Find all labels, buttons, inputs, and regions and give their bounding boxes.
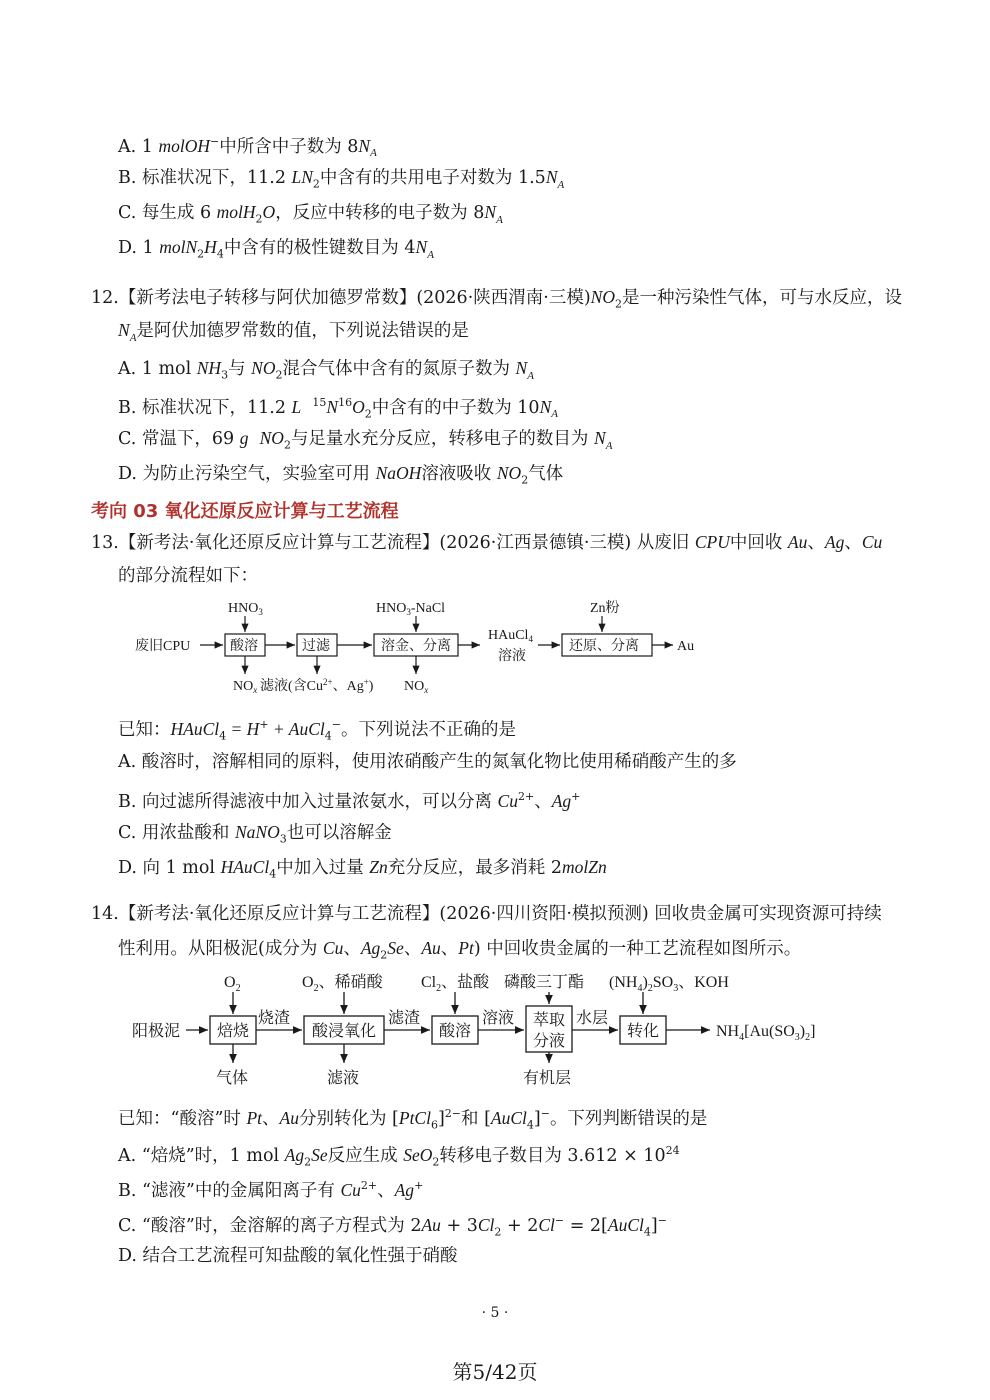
q14-box4-label-b: 分液 [533, 1033, 566, 1050]
q14-input3: $Cl_2$、盐酸 [421, 974, 490, 994]
q14-output4: 有机层 [523, 1070, 572, 1087]
q14-known: 已知：“酸溶”时 Pt、Au分别转化为 [PtCl$_6$]$^{2-}$和 [AuCl$_4$]−。下列判断错误的是 [118, 1107, 708, 1132]
section-heading: 考向 03 氧化还原反应计算与工艺流程 [91, 501, 399, 522]
q14-label1: 烧渣 [258, 1010, 291, 1027]
q13-flow-diagram [130, 598, 710, 698]
q12-stem-line2: $N_A$是阿伏加德罗常数的值，下列说法错误的是 [118, 320, 469, 344]
q14-option-d: D. 结合工艺流程可知盐酸的氧化性强于硝酸 [118, 1246, 458, 1266]
q13-end: Au [677, 639, 695, 654]
q13-option-a: A. 酸溶时，溶解相同的原料，使用浓硝酸产生的氮氧化物比使用稀硝酸产生的多 [118, 752, 737, 772]
q12-stem-line1: 12.【新考法电子转移与阿伏加德罗常数】(2026·陕西渭南·三模)$NO_2$是一种污染性气体，可与水反应，设 [91, 287, 902, 311]
q14-option-b: B. “滤液”中的金属阳离子有 $Cu^{2+}$、Ag+ [118, 1179, 424, 1201]
q11-option-c: C. 每生成 6 molH$_2$O，反应中转移的电子数为 $8N_A$ [118, 202, 503, 226]
page-number: · 5 · [481, 1305, 509, 1321]
q13-output2: 滤液(含$Cu^{2+}$、Ag+) [260, 677, 374, 694]
q14-input5: $(NH_4)_2SO_3$、KOH [609, 974, 729, 994]
q13-input3: $HNO_3$-NaCl [376, 601, 446, 617]
q13-start: 废旧CPU [135, 639, 191, 654]
q11-option-d: D. 1 $molN_2H_4$中含有的极性键数目为 $4N_A$ [118, 237, 434, 261]
q12-option-c: C. 常温下，69 g $NO_2$与足量水充分反应，转移电子的数目为 $N_A$ [118, 428, 613, 452]
q14-label2: 滤渣 [388, 1010, 421, 1027]
q14-stem-line1: 14.【新考法·氧化还原反应计算与工艺流程】(2026·四川资阳·模拟预测) 回收贵金属可实现资源可持续 [91, 904, 882, 924]
q13-box4-label: 还原、分离 [569, 639, 639, 654]
q14-box4-label-a: 萃取 [533, 1012, 566, 1029]
q12-option-a: A. 1 mol $NH_3$与 $NO_2$混合气体中含有的氮原子数为 $N_A$ [118, 358, 534, 382]
q12-option-b: B. 标准状况下，11.2 L $^{15}N^{16}O_2$中含有的中子数为 $10N_A$ [118, 396, 558, 421]
q14-box3-label: 酸溶 [439, 1023, 472, 1040]
q14-end: $NH_4[Au(SO_3)_2]$ [716, 1023, 816, 1043]
q13-stem-line2: 的部分流程如下： [118, 566, 258, 586]
q14-input1: $O_2$ [224, 974, 241, 994]
q14-input2: $O_2$、稀硝酸 [302, 974, 383, 994]
q14-flow-diagram [130, 968, 830, 1092]
q14-label3: 溶液 [482, 1010, 515, 1027]
q14-output2: 滤液 [327, 1070, 360, 1087]
q13-stem-line1: 13.【新考法·氧化还原反应计算与工艺流程】(2026·江西景德镇·三模) 从废旧 CPU中回收 Au、Ag、Cu [91, 532, 883, 553]
q13-input4: Zn粉 [590, 601, 620, 616]
q14-input4: 磷酸三丁酯 [504, 974, 585, 991]
q14-start: 阳极泥 [132, 1023, 181, 1040]
q13-mid-product: HAuCl$_4$ [488, 628, 533, 644]
q13-box1-label: 酸溶 [230, 639, 258, 654]
q12-option-d: D. 为防止污染空气，实验室可用 NaOH溶液吸收 $NO_2$气体 [118, 463, 564, 487]
q14-box5-label: 转化 [627, 1023, 660, 1040]
q13-box2-label: 过滤 [302, 639, 330, 654]
q13-output1: $NO_x$ [233, 679, 258, 695]
q11-option-a: A. 1 molOH−中所含中子数为 $8N_A$ [118, 135, 377, 160]
q13-output3: $NO_x$ [404, 679, 429, 695]
q14-box1-label: 焙烧 [217, 1023, 250, 1040]
q13-known: 已知：HAuCl$_4$ = H+ + AuCl$_4$−。下列说法不正确的是 [118, 718, 516, 743]
q13-mid-solution: 溶液 [498, 649, 526, 664]
q14-output1: 气体 [216, 1070, 249, 1087]
q13-option-b: B. 向过滤所得滤液中加入过量浓氨水，可以分离 $Cu^{2+}$、Ag+ [118, 790, 581, 812]
q13-box3-label: 溶金、分离 [381, 639, 451, 654]
q13-option-d: D. 向 1 mol HAuCl$_4$中加入过量 Zn充分反应，最多消耗 2molZn [118, 857, 607, 881]
q14-option-c: C. “酸溶”时，金溶解的离子方程式为 $2Au + 3Cl_2 + 2Cl^-$ = 2[AuCl$_4$]− [118, 1214, 667, 1239]
q14-option-a: A. “焙烧”时，1 mol $Ag_2Se$反应生成 SeO$_2$转移电子数目为 $3.612 \times 10^{24}$ [118, 1144, 680, 1169]
page-footer: 第5/42页 [452, 1360, 538, 1384]
q14-stem-line2: 性利用。从阳极泥(成分为 Cu、$Ag_2Se$、Au、Pt) 中回收贵金属的一种工艺流程如图所示。 [118, 938, 802, 962]
q11-option-b: B. 标准状况下，11.2 $LN_2$中含有的共用电子对数为 $1.5N_A$ [118, 167, 565, 191]
q13-option-c: C. 用浓盐酸和 NaNO$_3$也可以溶解金 [118, 822, 392, 846]
q14-label4: 水层 [576, 1010, 609, 1027]
q13-input1: $HNO_3$ [228, 601, 263, 617]
q14-box2-label: 酸浸氧化 [312, 1023, 377, 1040]
